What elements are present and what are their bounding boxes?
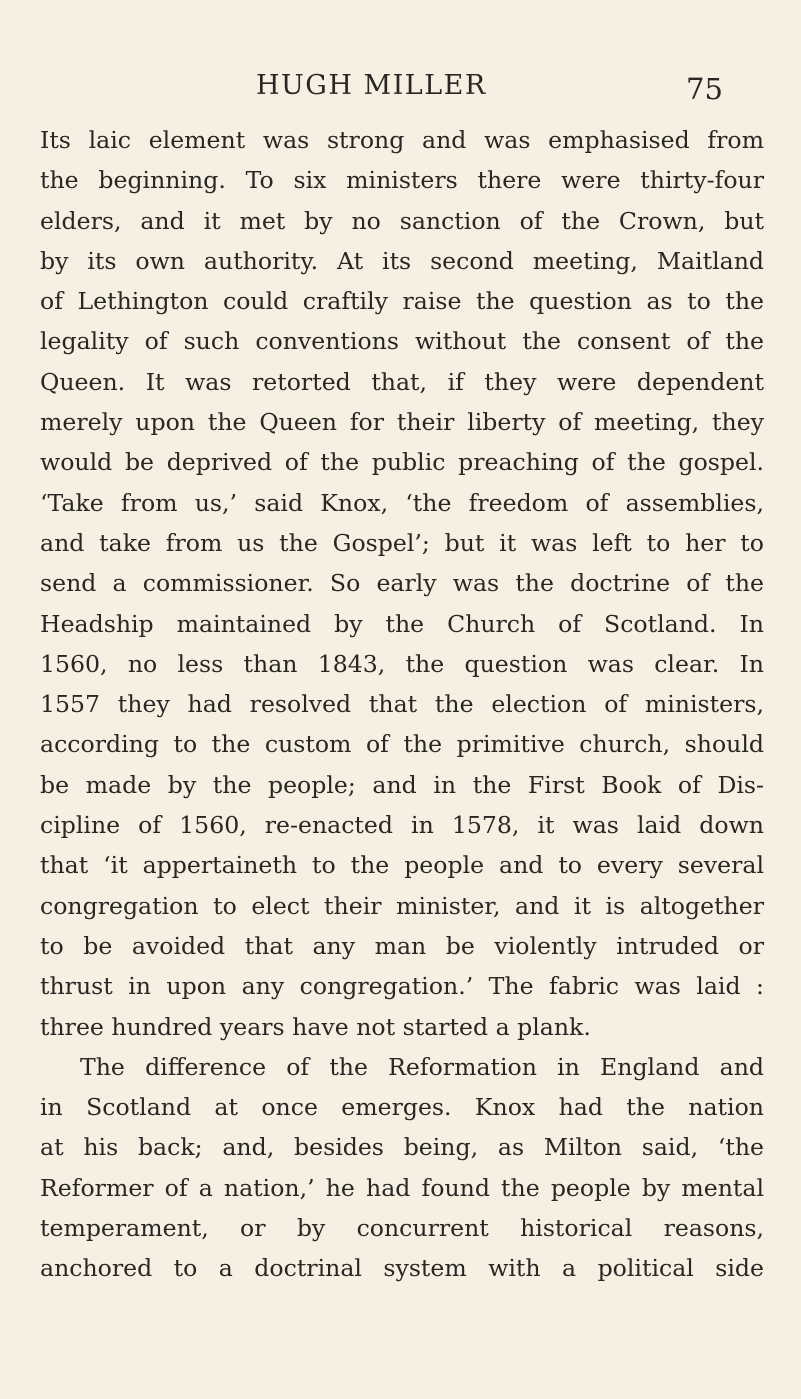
text-line: 1560, no less than 1843, the question was clear. In xyxy=(40,649,764,678)
text-line: to be avoided that any man be violently intruded or xyxy=(40,931,764,960)
text-line: of Lethington could craftily raise the question as to the xyxy=(40,287,764,316)
text-line: and take from us the Gospel’; but it was left to her to xyxy=(40,528,764,557)
text-line: cipline of 1560, re-enacted in 1578, it was laid down xyxy=(40,811,764,840)
text-line: congregation to elect their minister, and it is altogether xyxy=(40,891,764,920)
text-line: 1557 they had resolved that the election of ministers, xyxy=(40,690,764,719)
text-line: temperament, or by concurrent historical reasons, xyxy=(40,1214,764,1243)
text-line: that ‘it appertaineth to the people and to every several xyxy=(40,851,764,880)
text-line: be made by the people; and in the First Book of Dis- xyxy=(40,770,764,799)
text-line: the beginning. To six ministers there were thirty-four xyxy=(40,166,764,195)
paragraph-end-line: three hundred years have not started a plank. xyxy=(40,1012,591,1041)
paragraph-first-line: The difference of the Reformation in England and xyxy=(80,1052,764,1081)
text-line: would be deprived of the public preaching of the gospel. xyxy=(40,448,764,477)
text-line: send a commissioner. So early was the doctrine of the xyxy=(40,569,764,598)
text-line: according to the custom of the primitive church, should xyxy=(40,730,764,759)
text-line: merely upon the Queen for their liberty of meeting, they xyxy=(40,408,764,437)
body-text xyxy=(40,120,764,1289)
text-line: Its laic element was strong and was emphasised from xyxy=(40,126,764,154)
text-line: at his back; and, besides being, as Milton said, ‘the xyxy=(40,1133,764,1162)
text-line: Headship maintained by the Church of Scotland. In xyxy=(40,609,764,638)
text-line: thrust in upon any congregation.’ The fabric was laid : xyxy=(40,972,764,1001)
page-number: 75 xyxy=(686,72,723,106)
text-line: ‘Take from us,’ said Knox, ‘the freedom of assemblies, xyxy=(40,488,764,517)
text-line: Reformer of a nation,’ he had found the people by mental xyxy=(40,1173,764,1202)
text-line: elders, and it met by no sanction of the Crown, but xyxy=(40,206,764,235)
running-title: HUGH MILLER xyxy=(256,70,487,101)
text-line: anchored to a doctrinal system with a political side xyxy=(40,1254,764,1283)
text-line: by its own authority. At its second meeting, Maitland xyxy=(40,246,764,275)
text-line: in Scotland at once emerges. Knox had the nation xyxy=(40,1093,764,1122)
text-line: Queen. It was retorted that, if they were dependent xyxy=(40,367,764,396)
running-head xyxy=(0,64,801,114)
text-line: legality of such conventions without the consent of the xyxy=(40,327,764,356)
